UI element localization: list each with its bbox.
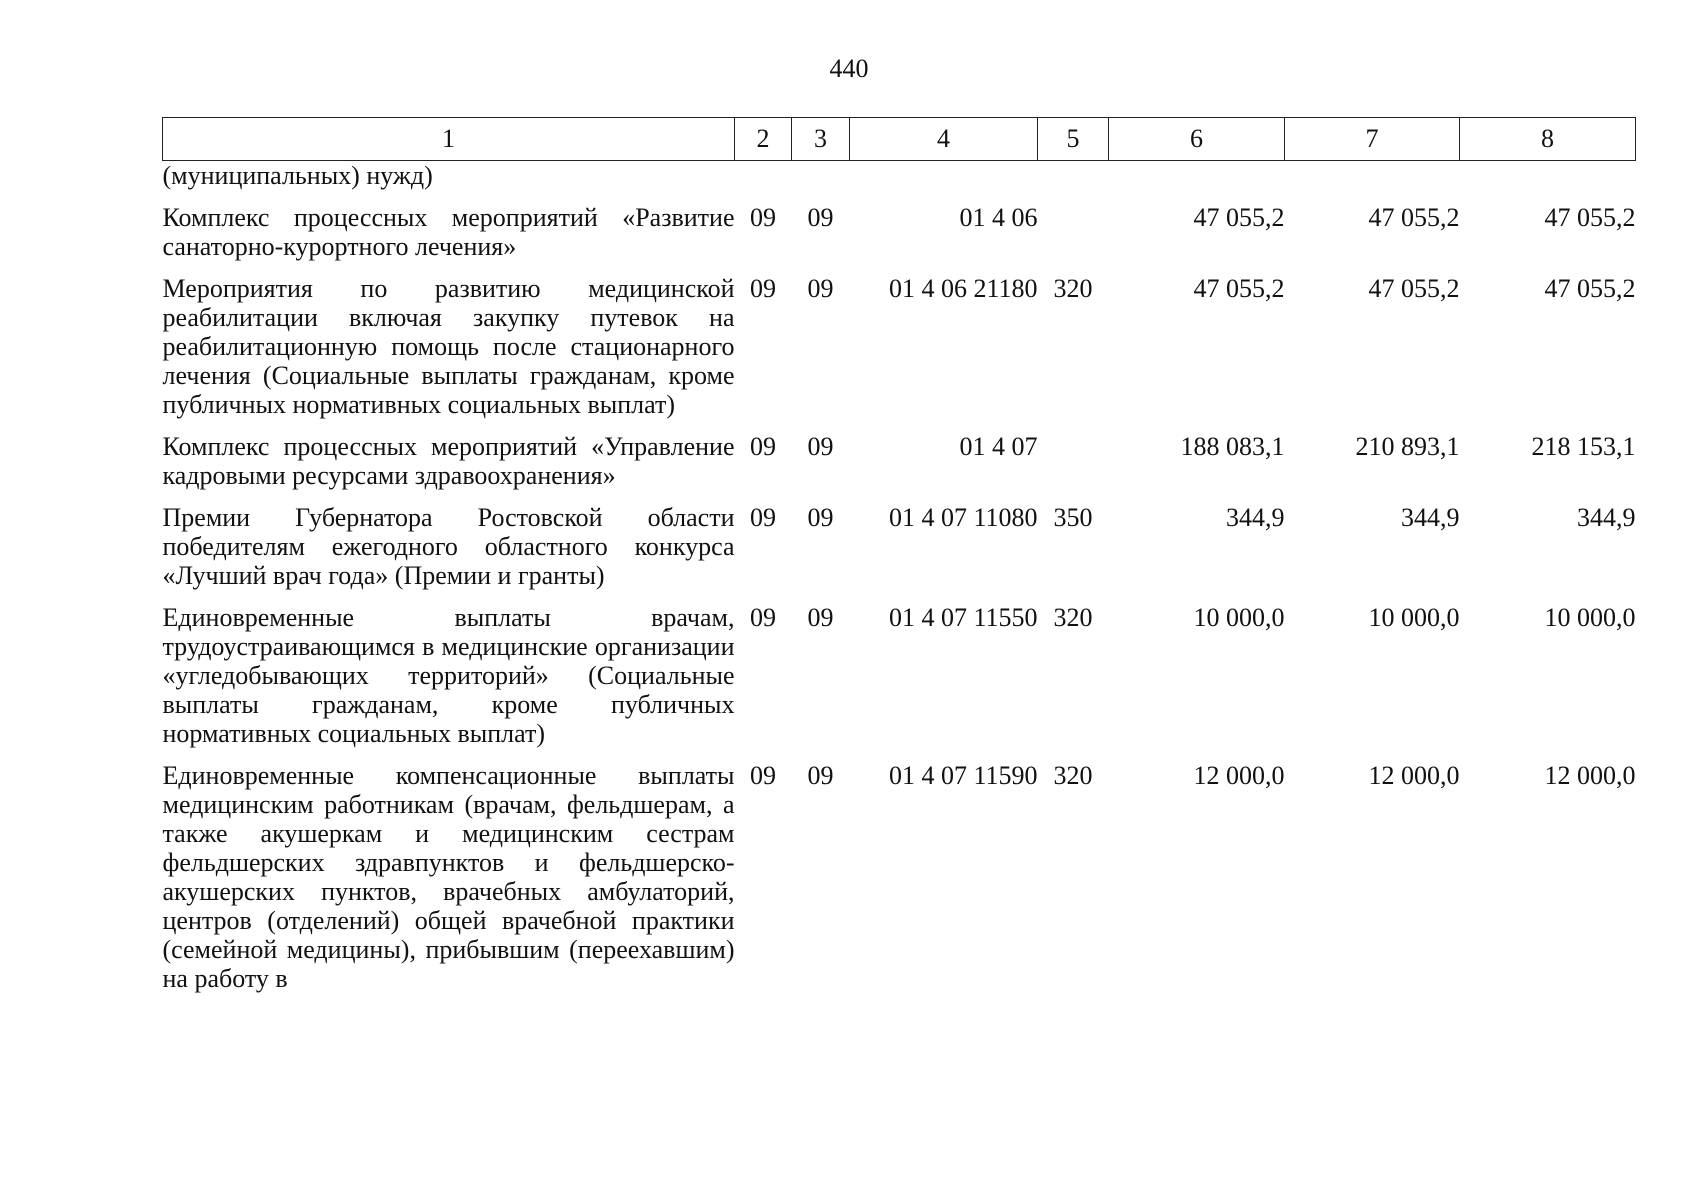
header-col-5: 5 [1038, 118, 1109, 161]
row-target-article: 01 4 06 21180 [888, 274, 1038, 303]
row-amount-col6: 344,9 [1226, 503, 1285, 532]
row-expense-type: 350 [1053, 503, 1093, 532]
row-subsection: 09 [807, 503, 834, 532]
row-amount-col6: 47 055,2 [1193, 274, 1285, 303]
table-row [163, 261, 1636, 419]
table-row [163, 190, 1636, 261]
row-subsection: 09 [807, 274, 834, 303]
table-row [163, 590, 1636, 748]
table-row [163, 748, 1636, 993]
row-amount-col7: 344,9 [1401, 503, 1460, 532]
table-row [163, 419, 1636, 490]
table-row [163, 490, 1636, 590]
header-col-3: 3 [792, 118, 850, 161]
row-subsection: 09 [807, 603, 834, 632]
budget-table [162, 117, 1636, 993]
row-amount-col6: 12 000,0 [1193, 761, 1285, 790]
row-target-article: 01 4 07 11080 [888, 503, 1038, 532]
row-section: 09 [750, 432, 776, 461]
continuation-text: (муниципальных) нужд) [162, 161, 433, 190]
row-amount-col8: 10 000,0 [1544, 603, 1636, 632]
row-section: 09 [750, 503, 776, 532]
row-subsection: 09 [807, 432, 834, 461]
row-section: 09 [750, 203, 776, 232]
row-amount-col7: 210 893,1 [1355, 432, 1460, 461]
row-expense-type [1038, 419, 1109, 490]
row-section: 09 [750, 603, 776, 632]
row-section: 09 [750, 761, 776, 790]
row-expense-type: 320 [1053, 274, 1093, 303]
header-col-1: 1 [163, 118, 735, 161]
row-subsection: 09 [807, 203, 834, 232]
header-col-7: 7 [1285, 118, 1460, 161]
row-name: Мероприятия по развитию медицинской реабилитации включая закупку путевок на реабилитационную помощь после стационарного лечения (Социальные выплаты гражданам, кроме публичных нормативных социальных выплат) [162, 274, 735, 419]
row-amount-col7: 10 000,0 [1368, 603, 1460, 632]
row-amount-col7: 47 055,2 [1368, 274, 1460, 303]
row-amount-col6: 188 083,1 [1180, 432, 1285, 461]
row-expense-type: 320 [1053, 603, 1093, 632]
header-col-4: 4 [850, 118, 1038, 161]
row-section: 09 [750, 274, 776, 303]
row-amount-col7: 47 055,2 [1368, 203, 1460, 232]
continuation-row [163, 161, 1636, 191]
row-amount-col7: 12 000,0 [1368, 761, 1460, 790]
row-name: Премии Губернатора Ростовской области победителям ежегодного областного конкурса «Лучший врач года» (Премии и гранты) [162, 503, 735, 590]
row-subsection: 09 [807, 761, 834, 790]
row-name: Единовременные выплаты врачам, трудоустраивающимся в медицинские организации «угледобывающих территорий» (Социальные выплаты гражданам, кроме публичных нормативных социальных выплат) [162, 603, 735, 748]
row-amount-col6: 47 055,2 [1193, 203, 1285, 232]
header-col-2: 2 [735, 118, 792, 161]
row-amount-col8: 47 055,2 [1544, 274, 1636, 303]
row-expense-type: 320 [1053, 761, 1093, 790]
row-target-article: 01 4 07 11590 [888, 761, 1038, 790]
header-col-6: 6 [1109, 118, 1285, 161]
row-name: Комплекс процессных мероприятий «Развитие санаторно-курортного лечения» [162, 203, 735, 261]
header-row [163, 118, 1636, 161]
row-target-article: 01 4 07 [959, 432, 1038, 461]
row-amount-col6: 10 000,0 [1193, 603, 1285, 632]
page-number: 440 [829, 54, 869, 83]
header-col-8: 8 [1460, 118, 1636, 161]
row-amount-col8: 12 000,0 [1544, 761, 1636, 790]
row-amount-col8: 344,9 [1577, 503, 1636, 532]
row-target-article: 01 4 07 11550 [888, 603, 1038, 632]
row-name: Комплекс процессных мероприятий «Управление кадровыми ресурсами здравоохранения» [162, 432, 735, 490]
row-name: Единовременные компенсационные выплаты медицинским работникам (врачам, фельдшерам, а также акушеркам и медицинским сестрам фельдшерских здравпунктов и фельдшерско-акушерских пунктов, врачебных амбулаторий, центров (отделений) общей врачебной практики (семейной медицины), прибывшим (переехавшим) на работу в [162, 761, 735, 993]
row-amount-col8: 218 153,1 [1531, 432, 1636, 461]
row-expense-type [1038, 190, 1109, 261]
row-target-article: 01 4 06 [959, 203, 1038, 232]
row-amount-col8: 47 055,2 [1544, 203, 1636, 232]
